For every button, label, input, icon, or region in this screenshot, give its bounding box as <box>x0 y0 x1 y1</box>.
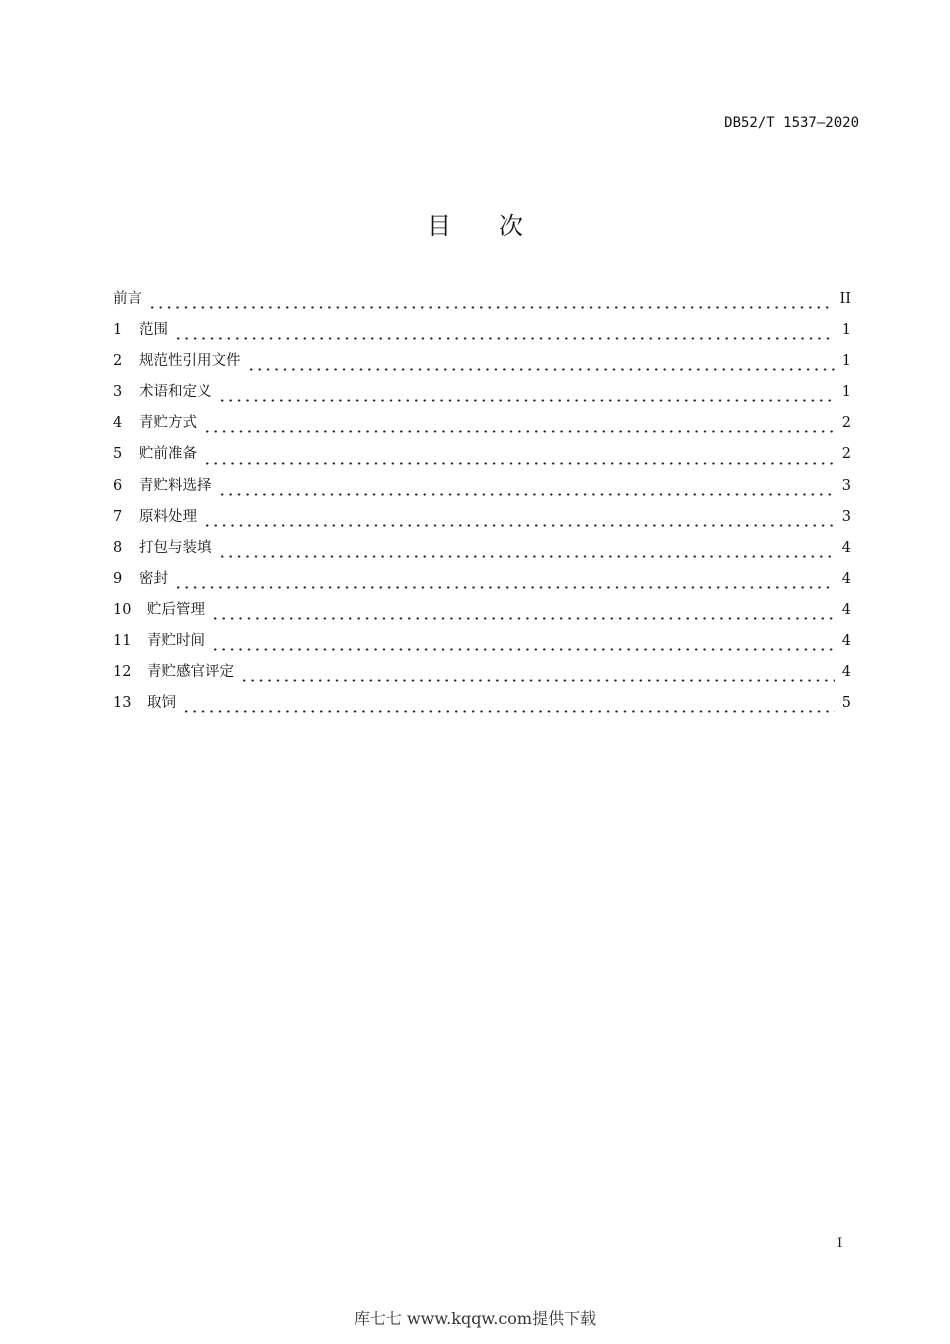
toc-entry-title: 前言 <box>113 291 142 307</box>
toc-entry-page: 4 <box>841 664 851 681</box>
dot-leader <box>203 430 835 433</box>
page-number: I <box>837 1236 843 1251</box>
toc-entry-number: 3 <box>113 384 123 401</box>
dot-leader <box>174 586 835 589</box>
dot-leader <box>247 368 836 371</box>
toc-entry-page: 4 <box>841 633 851 650</box>
toc-entry-number: 7 <box>113 508 123 525</box>
toc-entry-number: 5 <box>113 446 123 463</box>
toc-entry-page: 1 <box>841 322 851 339</box>
toc-entry-title: 密封 <box>139 570 168 587</box>
toc-entry[interactable] <box>113 629 851 660</box>
toc-entry[interactable] <box>113 442 851 473</box>
dot-leader <box>240 679 835 682</box>
toc-entry[interactable] <box>113 349 851 380</box>
toc-entry[interactable] <box>113 598 851 629</box>
toc-entry[interactable] <box>113 474 851 505</box>
dot-leader <box>203 462 835 465</box>
dot-leader <box>211 648 835 651</box>
toc-entry-page: 4 <box>841 570 851 587</box>
toc-entry-title: 青贮时间 <box>147 633 205 650</box>
dot-leader <box>218 555 836 558</box>
toc-entry-number: 1 <box>113 322 123 339</box>
table-of-contents <box>113 287 851 722</box>
dot-leader <box>218 399 836 402</box>
dot-leader <box>218 493 836 496</box>
footer-watermark: 库七七 www.kqqw.com提供下载 <box>353 1309 597 1328</box>
dot-leader <box>148 306 834 309</box>
toc-entry[interactable] <box>113 380 851 411</box>
toc-entry[interactable] <box>113 318 851 349</box>
toc-entry-number: 13 <box>113 695 132 712</box>
toc-entry-title: 贮后管理 <box>147 601 205 618</box>
toc-entry[interactable] <box>113 287 851 318</box>
toc-entry-number: 2 <box>113 353 123 370</box>
toc-entry-page: 2 <box>841 415 851 432</box>
toc-entry[interactable] <box>113 536 851 567</box>
toc-entry-title: 打包与装填 <box>139 539 212 556</box>
dot-leader <box>211 617 835 620</box>
toc-entry-page: 1 <box>841 353 851 370</box>
toc-entry[interactable] <box>113 660 851 691</box>
toc-entry-number: 6 <box>113 477 123 494</box>
toc-entry-number: 12 <box>113 664 132 681</box>
toc-entry-page: 5 <box>841 695 851 712</box>
toc-entry-number: 8 <box>113 539 123 556</box>
toc-entry[interactable] <box>113 505 851 536</box>
toc-entry-page: 4 <box>841 539 851 556</box>
toc-entry-title: 青贮方式 <box>139 415 197 432</box>
toc-entry-title: 范围 <box>139 322 168 339</box>
toc-entry-title: 取饲 <box>147 695 176 712</box>
toc-entry-title: 术语和定义 <box>139 384 212 401</box>
toc-entry-page: 4 <box>841 601 851 618</box>
document-number: DB52/T 1537—2020 <box>724 115 859 131</box>
toc-entry[interactable] <box>113 567 851 598</box>
page-title: 目次 <box>427 212 571 240</box>
toc-entry-title: 青贮料选择 <box>139 477 212 494</box>
dot-leader <box>174 337 835 340</box>
dot-leader <box>182 710 835 713</box>
toc-entry-page: 2 <box>841 446 851 463</box>
toc-entry-page: II <box>839 291 851 307</box>
toc-entry-number: 9 <box>113 570 123 587</box>
toc-entry-page: 3 <box>841 508 851 525</box>
toc-entry-page: 3 <box>841 477 851 494</box>
toc-entry-title: 原料处理 <box>139 508 197 525</box>
toc-entry-page: 1 <box>841 384 851 401</box>
toc-entry-title: 规范性引用文件 <box>139 353 241 370</box>
dot-leader <box>203 524 835 527</box>
toc-entry-number: 4 <box>113 415 123 432</box>
toc-entry[interactable] <box>113 411 851 442</box>
toc-entry-number: 10 <box>113 601 132 618</box>
toc-entry-number: 11 <box>113 633 132 650</box>
toc-entry-title: 贮前准备 <box>139 446 197 463</box>
toc-entry-title: 青贮感官评定 <box>147 664 234 681</box>
toc-entry[interactable] <box>113 691 851 722</box>
